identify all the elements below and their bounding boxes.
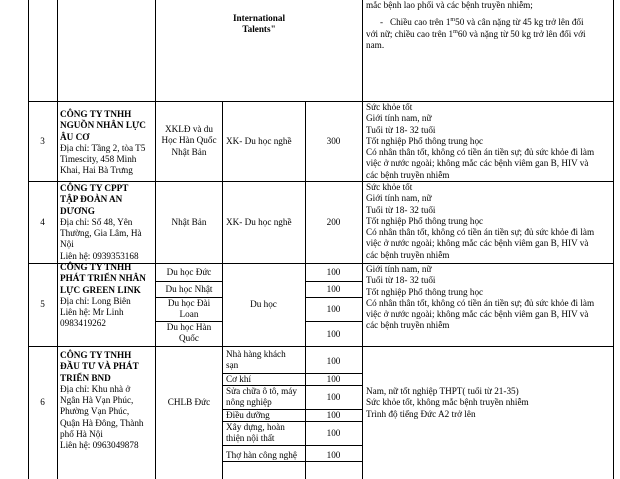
row-number: 4 <box>40 217 45 227</box>
quota: 300 <box>326 136 341 146</box>
quota: 200 <box>326 217 341 227</box>
market: Du học Hàn Quốc <box>166 322 212 344</box>
col-line <box>613 0 614 479</box>
sub-row-line <box>305 297 362 298</box>
height-requirement: - Chiều cao trên 1$^m$50 và cân nặng từ 45 kg trở lên đối <box>380 17 584 28</box>
job-field: Nhà hàng khách sạn <box>226 349 286 371</box>
requirements: Giới tính nam, nữ Tuổi từ 18- 32 tuổi Tốt nghiệp Phổ thông trung học Có nhân thân tốt, không có tiền án tiền sự; đủ sức khỏe đi làm việc ở nước ngoài; không mắc các bệnh viêm gan B, HIV và các bệnh truyền nhiễm <box>366 264 595 331</box>
quota: 100 <box>326 356 341 366</box>
job-field: Cơ khí <box>226 374 252 384</box>
sub-row-line <box>222 445 362 446</box>
quota: 100 <box>326 329 341 339</box>
row-number: 5 <box>40 299 45 309</box>
quota: 100 <box>326 304 341 314</box>
program-type: XK- Du học nghề <box>226 217 292 227</box>
quota: 100 <box>326 450 341 460</box>
row-line <box>28 346 614 347</box>
row-number: 6 <box>40 397 45 407</box>
requirements: Sức khỏe tốt Giới tính nam, nữ Tuổi từ 18- 32 tuổi Tốt nghiệp Phổ thông trung học Có nhân thân tốt, không có tiền án tiền sự; đủ sức khỏe đi làm việc ở nước ngoài; không mắc các bệnh viêm gan B, HIV và các bệnh truyền nhiễm <box>366 102 595 180</box>
job-field: Điều dưỡng <box>226 410 270 420</box>
requirements: Nam, nữ tốt nghiệp THPT( tuổi từ 21-35) Sức khỏe tốt, không mắc bệnh truyền nhiễm Trình độ tiếng Đức A2 trở lên <box>366 386 529 419</box>
company-info: CÔNG TY CPPT TẬP ĐOÀN AN DƯƠNG Địa chỉ: Số 48, Yên Thường, Gia Lâm, Hà Nội Liên hệ: 0939353168 <box>60 183 142 261</box>
quota: 100 <box>326 410 341 420</box>
market: Du học Đức <box>166 267 212 277</box>
sub-row-line <box>305 321 362 322</box>
row-number: 3 <box>40 136 45 146</box>
sub-row-line <box>305 281 362 282</box>
program-type: Du học <box>250 299 277 309</box>
height-requirement-cont: với nữ; chiều cao trên 1$^m$60 và nặng từ 50 kg trở lên đối với <box>366 28 586 39</box>
requirements-continued: mắc bệnh lao phổi và các bệnh truyền nhiễm; - Chiều cao trên 1$^m$50 và cân nặng từ 45 kg trở lên đối với nữ; chiều cao trên 1$^m$60 và nặng từ 50 kg trở lên đối với nam. <box>366 0 612 51</box>
requirements: Sức khỏe tốt Giới tính nam, nữ Tuổi từ 18- 32 tuổi Tốt nghiệp Phổ thông trung học Có nhân thân tốt, không có tiền án tiền sự; đủ sức khỏe đi làm việc ở nước ngoài; không mắc các bệnh viêm gan B, HIV và các bệnh truyền nhiễm <box>366 182 595 260</box>
quota: 100 <box>326 284 341 294</box>
market: XKLĐ và du Học Hàn Quốc Nhật Bản <box>161 124 217 157</box>
quota: 100 <box>326 267 341 277</box>
market: CHLB Đức <box>167 397 211 407</box>
market: Du học Đài Loan <box>167 298 211 320</box>
market: Du học Nhật <box>165 284 213 294</box>
quota: 100 <box>326 428 341 438</box>
job-field: Thợ hàn công nghệ <box>226 450 297 460</box>
program-type: XK- Du học nghề <box>226 136 292 146</box>
market: Nhật Bản <box>171 217 207 227</box>
quota: 100 <box>326 374 341 384</box>
company-info: CÔNG TY TNHH PHÁT TRIỂN NHÂN LỰC GREEN LINK Địa chỉ: Long Biên Liên hệ: Mr Linh 0983419262 <box>60 262 146 329</box>
sub-row-line <box>155 281 222 282</box>
quota: 100 <box>326 392 341 402</box>
col-line <box>57 0 58 479</box>
col-line <box>222 101 223 479</box>
job-field: Xây dựng, hoàn thiện nội thất <box>226 422 285 444</box>
col-line <box>362 0 363 479</box>
company-info: CÔNG TY TNHH ĐẦU TƯ VÀ PHÁT TRIỂN BND Địa chỉ: Khu nhà ở Ngân Hà Vạn Phúc, Phường Vạn Phúc, Quận Hà Đông, Thành phố Hà Nội Liên hệ: 0963049878 <box>60 350 144 451</box>
job-field: Sửa chữa ô tô, máy nông nghiệp <box>226 386 297 408</box>
program-name-continued: International Talents" <box>232 13 286 35</box>
company-info: CÔNG TY TNHH NGUỒN NHÂN LỰC ÂU CƠ Địa chỉ: Tầng 2, tòa T5 Timescity, 458 Minh Khai, Hai Bà Trưng <box>60 109 146 176</box>
